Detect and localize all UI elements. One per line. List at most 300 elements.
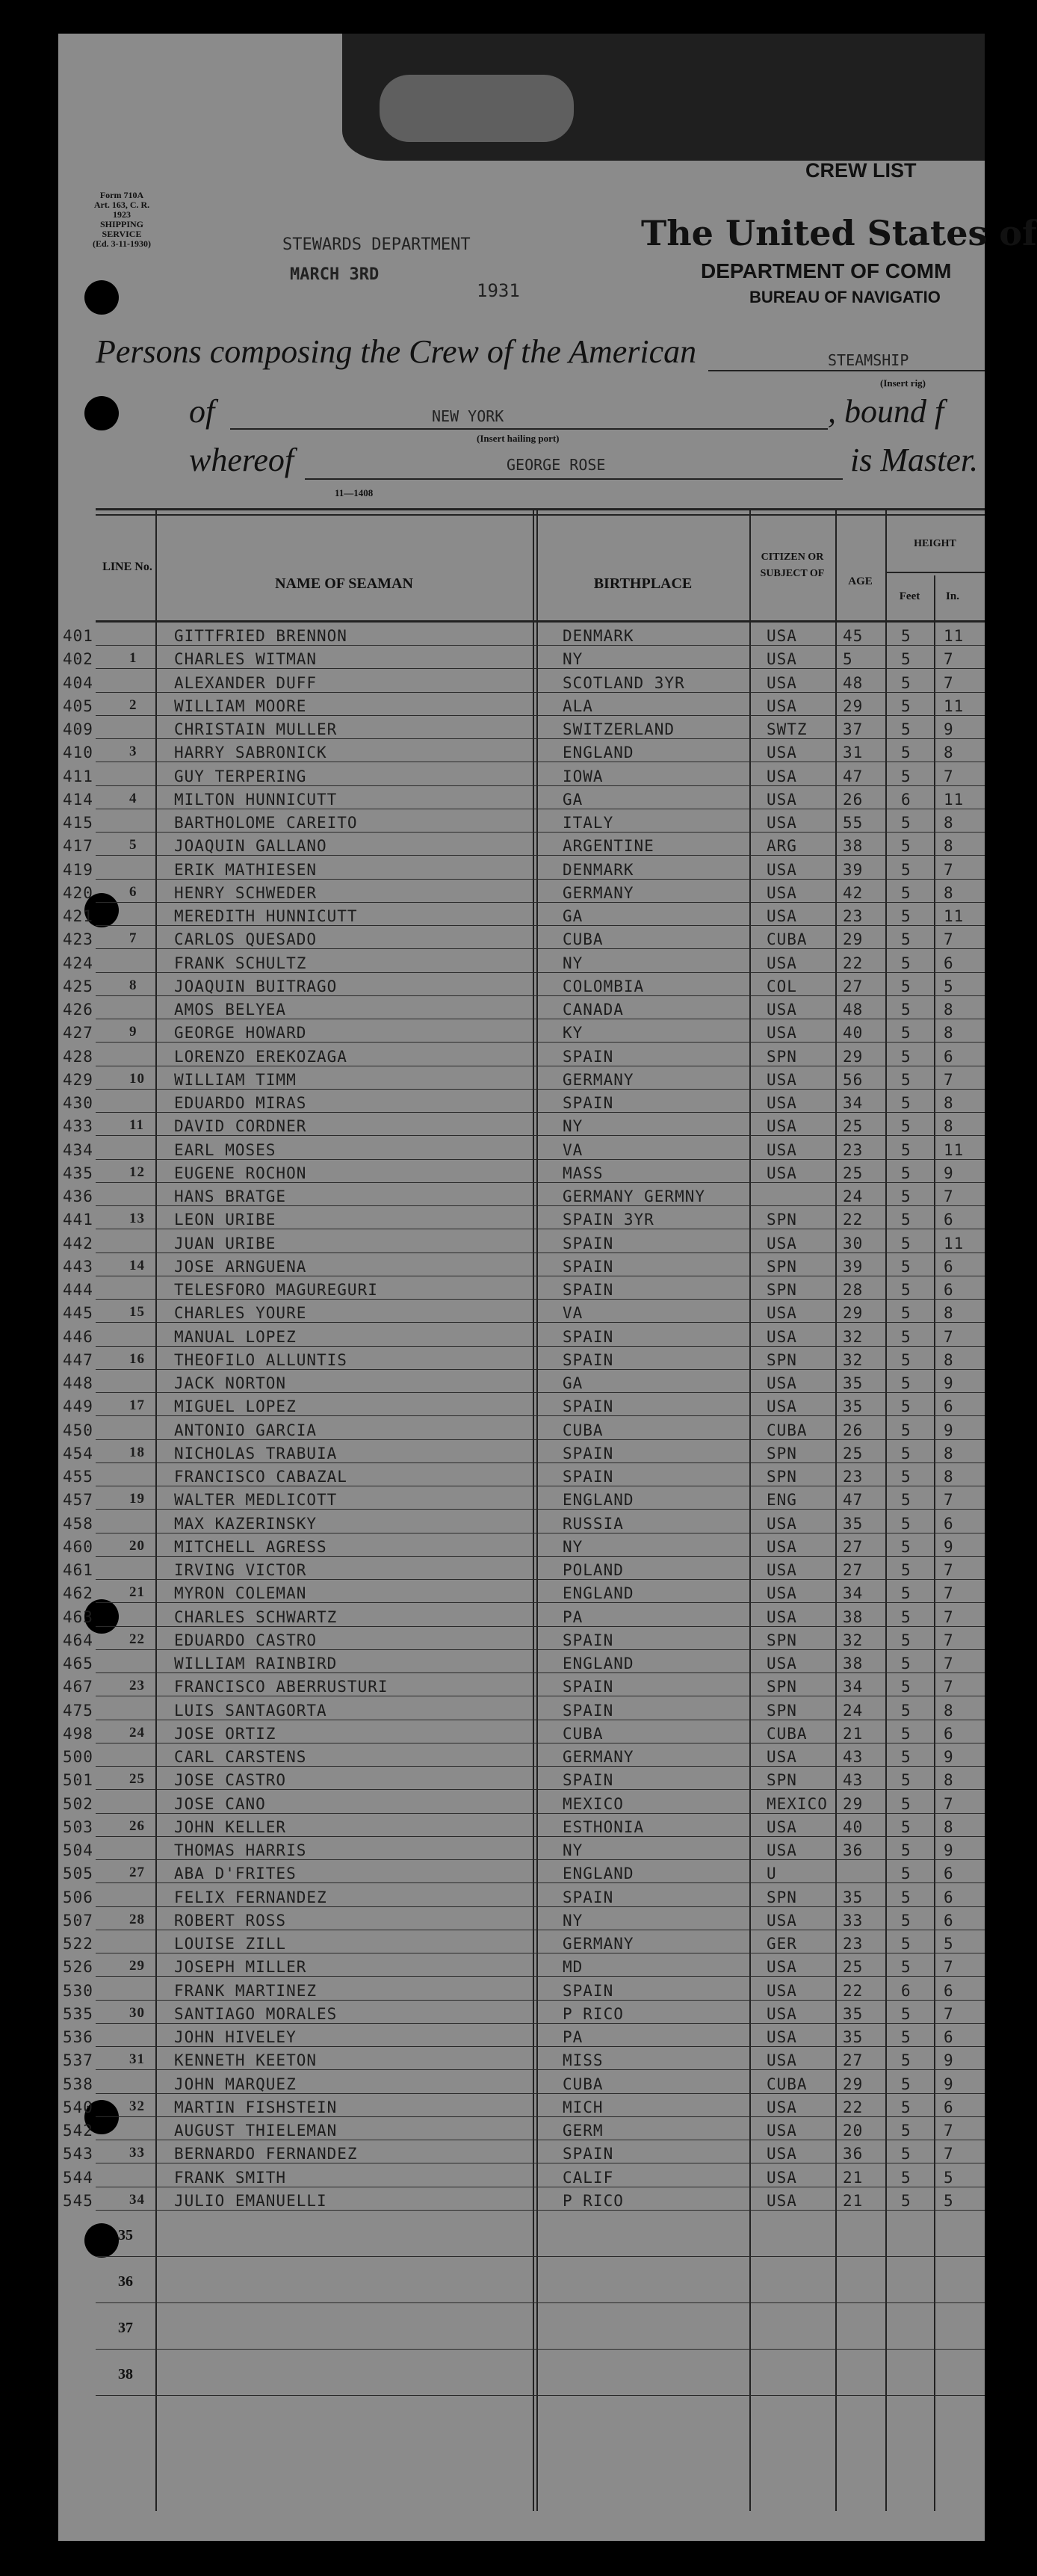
seaman-name: EARL MOSES [174, 1140, 276, 1159]
seaman-name: LUIS SANTAGORTA [174, 1701, 327, 1720]
height-feet: 5 [901, 1607, 911, 1626]
height-inches: 6 [944, 1981, 954, 2000]
line-number: 25 [129, 1771, 145, 1788]
age: 47 [843, 1491, 864, 1510]
seaman-name: FRANK SCHULTZ [174, 954, 307, 972]
height-feet: 5 [901, 1164, 911, 1182]
citizenship: ENG [767, 1491, 797, 1510]
height-feet: 5 [901, 1888, 911, 1906]
birthplace: ENGLAND [563, 1865, 634, 1883]
crew-list-page [58, 34, 1037, 2541]
citizenship: USA [767, 1817, 797, 1836]
table-row [58, 763, 985, 786]
birthplace: CALIF [563, 2168, 614, 2187]
age: 25 [843, 1958, 864, 1977]
height-inches: 7 [944, 930, 954, 949]
height-inches: 8 [944, 1701, 954, 1720]
citizenship: USA [767, 2122, 797, 2140]
height-feet: 5 [901, 1817, 911, 1836]
table-row [58, 1743, 985, 1767]
age: 31 [843, 744, 864, 762]
fill-line [708, 370, 985, 371]
height-inches: 8 [944, 1817, 954, 1836]
birthplace: SPAIN [563, 1444, 614, 1462]
height-feet: 5 [901, 1001, 911, 1019]
age: 32 [843, 1350, 864, 1369]
header-feet: Feet [899, 590, 920, 602]
citizenship: USA [767, 1234, 797, 1253]
height-inches: 7 [944, 2122, 954, 2140]
seaman-id: 506 [63, 1888, 93, 1906]
height-inches: 7 [944, 1327, 954, 1346]
height-inches: 7 [944, 1187, 954, 1205]
age: 25 [843, 1164, 864, 1182]
height-feet: 5 [901, 814, 911, 832]
citizenship: USA [767, 2028, 797, 2046]
header-height: HEIGHT [914, 538, 956, 549]
height-feet: 5 [901, 1281, 911, 1299]
birthplace: CUBA [563, 930, 604, 949]
seaman-name: MILTON HUNNICUTT [174, 790, 338, 809]
height-inches: 7 [944, 650, 954, 669]
height-feet: 5 [901, 1094, 911, 1112]
citizenship: USA [767, 1374, 797, 1392]
age: 20 [843, 2122, 864, 2140]
birthplace: CANADA [563, 1001, 624, 1019]
birthplace: ALA [563, 696, 593, 715]
age: 24 [843, 1187, 864, 1205]
birthplace: VA [563, 1140, 583, 1159]
seaman-id: 475 [63, 1701, 93, 1720]
age: 32 [843, 1631, 864, 1649]
blank-line-number: 37 [118, 2320, 133, 2336]
preamble-line1: Persons composing the Crew of the American [96, 333, 697, 370]
citizenship: SWTZ [767, 720, 808, 738]
seaman-name: EDUARDO CASTRO [174, 1631, 318, 1649]
height-feet: 5 [901, 1234, 911, 1253]
table-row [58, 1300, 985, 1323]
age: 35 [843, 1514, 864, 1533]
seaman-id: 540 [63, 2098, 93, 2116]
birthplace: COLOMBIA [563, 977, 645, 995]
age: 40 [843, 1817, 864, 1836]
age: 43 [843, 1748, 864, 1766]
citizenship: GER [767, 1935, 797, 1953]
seaman-id: 425 [63, 977, 93, 995]
line-number: 3 [129, 744, 137, 760]
height-inches: 6 [944, 954, 954, 972]
seaman-name: ANTONIO GARCIA [174, 1421, 318, 1439]
citizenship: SPN [767, 1631, 797, 1649]
birthplace: GERMANY [563, 883, 634, 902]
citizenship: SPN [767, 1701, 797, 1720]
blank-row [58, 2211, 985, 2257]
department-title: DEPARTMENT OF COMM [701, 259, 952, 282]
birthplace: MEXICO [563, 1794, 624, 1813]
age: 47 [843, 767, 864, 785]
birthplace: KY [563, 1024, 583, 1043]
height-inches: 6 [944, 2028, 954, 2046]
seaman-id: 442 [63, 1234, 93, 1253]
line-number: 17 [129, 1397, 145, 1414]
line-number: 7 [129, 930, 137, 947]
age: 55 [843, 814, 864, 832]
citizenship: USA [767, 2191, 797, 2210]
age: 42 [843, 883, 864, 902]
height-feet: 6 [901, 1981, 911, 2000]
height-inches: 7 [944, 1561, 954, 1579]
birthplace: SPAIN [563, 2145, 614, 2163]
citizenship: USA [767, 650, 797, 669]
table-row [58, 1230, 985, 1253]
height-feet: 5 [901, 1257, 911, 1276]
height-inches: 8 [944, 1001, 954, 1019]
age: 22 [843, 954, 864, 972]
citizenship: CUBA [767, 930, 808, 949]
seaman-name: WILLIAM TIMM [174, 1070, 297, 1089]
seaman-id: 530 [63, 1981, 93, 2000]
age: 27 [843, 1561, 864, 1579]
table-row [58, 693, 985, 716]
citizenship: USA [767, 1024, 797, 1043]
birthplace: SPAIN [563, 1981, 614, 2000]
height-inches: 8 [944, 1444, 954, 1462]
line-number: 21 [129, 1584, 145, 1601]
seaman-id: 522 [63, 1935, 93, 1953]
table-row [58, 646, 985, 669]
seaman-id: 405 [63, 696, 93, 715]
citizenship: USA [767, 1304, 797, 1323]
height-inches: 8 [944, 1771, 954, 1790]
height-inches: 7 [944, 1584, 954, 1603]
birthplace: SPAIN [563, 1468, 614, 1486]
citizenship: USA [767, 1514, 797, 1533]
height-feet: 5 [901, 2191, 911, 2210]
height-inches: 7 [944, 2145, 954, 2163]
age: 38 [843, 1607, 864, 1626]
line-number: 15 [129, 1304, 145, 1321]
birthplace: NY [563, 1841, 583, 1859]
table-row [58, 2071, 985, 2094]
table-row [58, 833, 985, 856]
header-birthplace: BIRTHPLACE [593, 575, 693, 592]
seaman-id: 507 [63, 1911, 93, 1930]
line-number: 28 [129, 1911, 145, 1927]
height-feet: 5 [901, 837, 911, 856]
birthplace: SPAIN [563, 1327, 614, 1346]
insert-rig-note: (Insert rig) [880, 377, 926, 389]
citizenship: SPN [767, 1444, 797, 1462]
seaman-id: 447 [63, 1350, 93, 1369]
seaman-name: WILLIAM RAINBIRD [174, 1655, 338, 1672]
height-feet: 5 [901, 1958, 911, 1977]
age: 21 [843, 2191, 864, 2210]
table-top-rule [96, 508, 985, 510]
age: 38 [843, 837, 864, 856]
height-feet: 5 [901, 907, 911, 925]
seaman-id: 427 [63, 1024, 93, 1043]
birthplace: P RICO [563, 2191, 624, 2210]
height-inches: 7 [944, 860, 954, 879]
seaman-name: DAVID CORDNER [174, 1117, 307, 1136]
seaman-name: FRANCISCO ABERRUSTURI [174, 1678, 389, 1696]
age: 30 [843, 1234, 864, 1253]
birthplace: GA [563, 907, 583, 925]
seaman-id: 449 [63, 1397, 93, 1416]
seaman-id: 526 [63, 1958, 93, 1977]
seaman-name: JOSE ARNGUENA [174, 1257, 307, 1276]
seaman-name: ROBERT ROSS [174, 1911, 287, 1930]
line-number: 9 [129, 1024, 137, 1040]
birthplace: ENGLAND [563, 1584, 634, 1603]
seaman-name: TELESFORO MAGUREGURI [174, 1281, 378, 1299]
seaman-id: 411 [63, 767, 93, 785]
seaman-name: BERNARDO FERNANDEZ [174, 2145, 358, 2163]
seaman-name: JOSEPH MILLER [174, 1958, 307, 1977]
height-inches: 6 [944, 2098, 954, 2116]
seaman-name: SANTIAGO MORALES [174, 2004, 338, 2023]
seaman-name: MIGUEL LOPEZ [174, 1397, 297, 1416]
header-line-no: LINE No. [102, 560, 152, 573]
citizenship: USA [767, 2051, 797, 2070]
citizenship: SPN [767, 1047, 797, 1066]
seaman-id: 419 [63, 860, 93, 879]
seaman-name: FRANK SMITH [174, 2168, 287, 2187]
seaman-id: 410 [63, 744, 93, 762]
birthplace: ARGENTINE [563, 837, 654, 856]
master-name: GEORGE ROSE [507, 456, 606, 474]
citizenship: USA [767, 1001, 797, 1019]
seaman-id: 444 [63, 1281, 93, 1299]
height-feet: 5 [901, 1350, 911, 1369]
line-number: 16 [129, 1350, 145, 1367]
citizenship: SPN [767, 1281, 797, 1299]
seaman-id: 436 [63, 1187, 93, 1205]
table-row [58, 926, 985, 949]
table-row [58, 716, 985, 739]
citizenship: USA [767, 1561, 797, 1579]
height-inches: 7 [944, 1607, 954, 1626]
seaman-id: 458 [63, 1514, 93, 1533]
punch-hole [84, 280, 119, 315]
height-feet: 5 [901, 1748, 911, 1766]
seaman-id: 457 [63, 1491, 93, 1510]
citizenship: USA [767, 673, 797, 692]
birthplace: NY [563, 1911, 583, 1930]
seaman-name: FRANK MARTINEZ [174, 1981, 318, 2000]
height-inches: 9 [944, 2051, 954, 2070]
typed-year: 1931 [477, 280, 520, 301]
birthplace: ENGLAND [563, 744, 634, 762]
birthplace: MICH [563, 2098, 604, 2116]
country-title: The United States of [641, 213, 1037, 253]
table-row [58, 1417, 985, 1440]
height-feet: 5 [901, 1771, 911, 1790]
birthplace: GERM [563, 2122, 604, 2140]
age: 27 [843, 1537, 864, 1556]
citizenship: USA [767, 907, 797, 925]
table-row [58, 2047, 985, 2070]
height-feet: 5 [901, 1911, 911, 1930]
seaman-id: 421 [63, 907, 93, 925]
height-feet: 5 [901, 1187, 911, 1205]
seaman-name: MAX KAZERINSKY [174, 1514, 318, 1533]
torn-shadow [380, 75, 574, 142]
seaman-name: JACK NORTON [174, 1374, 287, 1392]
age: 35 [843, 1397, 864, 1416]
age: 25 [843, 1117, 864, 1136]
height-feet: 5 [901, 1794, 911, 1813]
seaman-id: 504 [63, 1841, 93, 1859]
line-number: 26 [129, 1817, 145, 1834]
seaman-name: FRANCISCO CABAZAL [174, 1468, 347, 1486]
table-row [58, 1767, 985, 1790]
age: 34 [843, 1094, 864, 1112]
citizenship: SPN [767, 1350, 797, 1369]
table-row [58, 1697, 985, 1720]
height-feet: 5 [901, 1724, 911, 1743]
seaman-id: 465 [63, 1655, 93, 1672]
height-inches: 7 [944, 1958, 954, 1977]
seaman-id: 409 [63, 720, 93, 738]
height-feet: 5 [901, 860, 911, 879]
table-row [58, 1043, 985, 1066]
table-row [58, 1557, 985, 1580]
height-feet: 5 [901, 1491, 911, 1510]
age: 28 [843, 1281, 864, 1299]
table-row [58, 2001, 985, 2024]
height-feet: 5 [901, 627, 911, 645]
age: 24 [843, 1701, 864, 1720]
citizenship: SPN [767, 1678, 797, 1696]
birthplace: SPAIN [563, 1350, 614, 1369]
blank-line-number: 38 [118, 2366, 133, 2382]
citizenship: CUBA [767, 1724, 808, 1743]
table-row [58, 1137, 985, 1160]
table-row [58, 1253, 985, 1276]
citizenship: USA [767, 1748, 797, 1766]
height-inches: 6 [944, 1211, 954, 1229]
height-inches: 8 [944, 1024, 954, 1043]
height-feet: 5 [901, 977, 911, 995]
citizenship: USA [767, 744, 797, 762]
line-number: 33 [129, 2145, 145, 2161]
seaman-name: MEREDITH HUNNICUTT [174, 907, 358, 925]
seaman-name: MITCHELL AGRESS [174, 1537, 327, 1556]
height-inches: 11 [944, 1234, 965, 1253]
citizenship: USA [767, 883, 797, 902]
height-feet: 5 [901, 1678, 911, 1696]
height-inches: 7 [944, 1794, 954, 1813]
seaman-id: 500 [63, 1748, 93, 1766]
table-row [58, 1650, 985, 1673]
height-feet: 5 [901, 673, 911, 692]
line-number: 5 [129, 837, 137, 853]
seaman-id: 461 [63, 1561, 93, 1579]
age: 35 [843, 1888, 864, 1906]
citizenship: USA [767, 790, 797, 809]
seaman-name: AUGUST THIELEMAN [174, 2122, 338, 2140]
height-feet: 5 [901, 1211, 911, 1229]
seaman-name: MANUAL LOPEZ [174, 1327, 297, 1346]
line-number: 30 [129, 2004, 145, 2021]
birthplace: VA [563, 1304, 583, 1323]
seaman-name: CARLOS QUESADO [174, 930, 318, 949]
seaman-id: 441 [63, 1211, 93, 1229]
height-feet: 5 [901, 1841, 911, 1859]
birthplace: RUSSIA [563, 1514, 624, 1533]
citizenship: USA [767, 2098, 797, 2116]
birthplace: GERMANY [563, 1070, 634, 1089]
table-row [58, 973, 985, 996]
seaman-name: NICHOLAS TRABUIA [174, 1444, 338, 1462]
birthplace: PA [563, 1607, 583, 1626]
height-inches: 11 [944, 627, 965, 645]
height-inches: 8 [944, 744, 954, 762]
line-number: 6 [129, 883, 137, 900]
is-master-label: is Master. [850, 442, 979, 478]
table-row [58, 880, 985, 903]
citizenship: SPN [767, 1468, 797, 1486]
height-inches: 7 [944, 673, 954, 692]
table-row [58, 903, 985, 926]
height-feet: 5 [901, 1047, 911, 1066]
table-row [58, 1393, 985, 1416]
citizenship: MEXICO [767, 1794, 828, 1813]
birthplace: SPAIN [563, 1888, 614, 1906]
table-row [58, 1930, 985, 1953]
height-inches: 9 [944, 2075, 954, 2093]
citizenship: CUBA [767, 2075, 808, 2093]
table-row [58, 1090, 985, 1113]
height-inches: 6 [944, 1911, 954, 1930]
seaman-id: 402 [63, 650, 93, 669]
blank-row [58, 2303, 985, 2350]
citizenship: USA [767, 627, 797, 645]
typed-department: STEWARDS DEPARTMENT [282, 235, 471, 254]
height-inches: 7 [944, 1070, 954, 1089]
height-feet: 5 [901, 1140, 911, 1159]
height-inches: 6 [944, 1257, 954, 1276]
age: 48 [843, 1001, 864, 1019]
birthplace: ENGLAND [563, 1655, 634, 1672]
citizenship: USA [767, 860, 797, 879]
seaman-id: 415 [63, 814, 93, 832]
line-number: 1 [129, 650, 137, 667]
birthplace: SPAIN [563, 1257, 614, 1276]
seaman-name: JOAQUIN GALLANO [174, 837, 327, 856]
height-feet: 5 [901, 1024, 911, 1043]
line-number: 4 [129, 790, 137, 806]
seaman-id: 542 [63, 2122, 93, 2140]
table-row [58, 1160, 985, 1183]
table-row [58, 2094, 985, 2117]
table-row [58, 1720, 985, 1743]
height-feet: 6 [901, 790, 911, 809]
seaman-name: CHARLES YOURE [174, 1304, 307, 1323]
height-inches: 8 [944, 814, 954, 832]
birthplace: P RICO [563, 2004, 624, 2023]
seaman-name: EUGENE ROCHON [174, 1164, 307, 1182]
fill-line [305, 478, 843, 480]
table-row [58, 2164, 985, 2187]
seaman-name: JOHN HIVELEY [174, 2028, 297, 2046]
citizenship: USA [767, 2004, 797, 2023]
birthplace: ESTHONIA [563, 1817, 645, 1836]
seaman-id: 467 [63, 1678, 93, 1696]
table-row [58, 1440, 985, 1463]
seaman-id: 462 [63, 1584, 93, 1603]
